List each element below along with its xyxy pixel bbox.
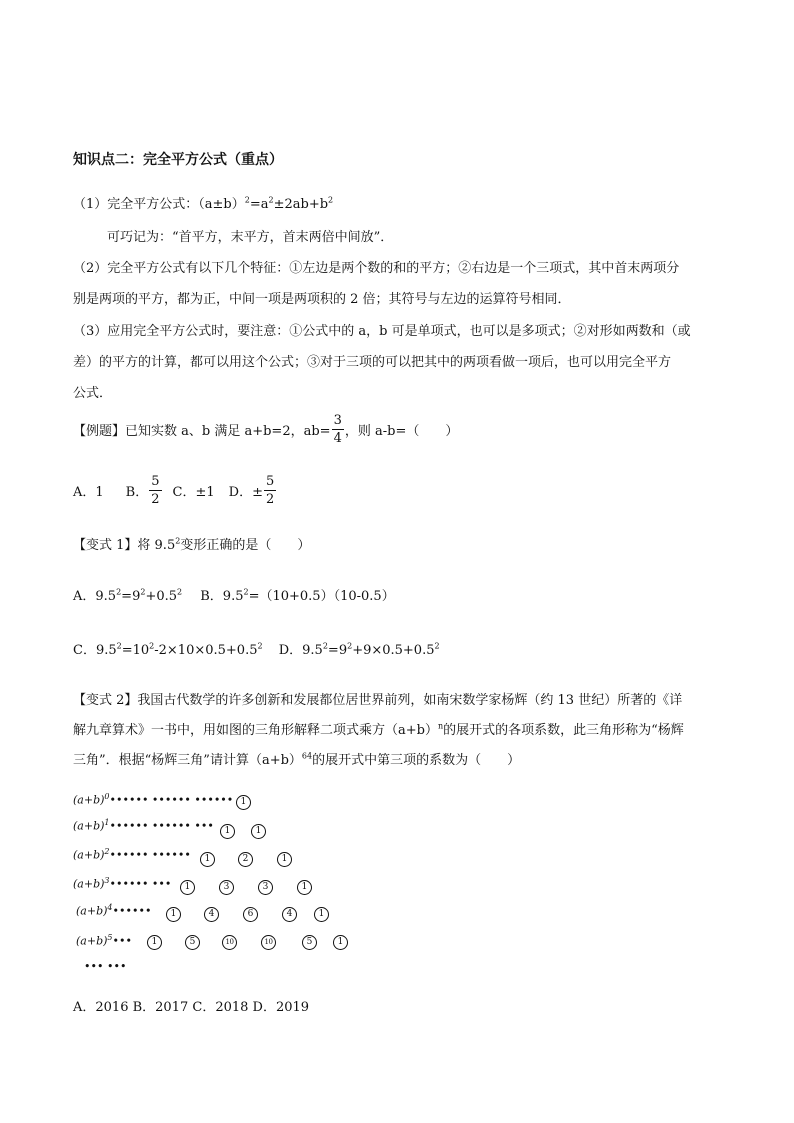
variant-2-line-2 (73, 719, 684, 738)
fraction-numerator: 3 (333, 413, 342, 428)
coefficient-circle: 1 (200, 852, 215, 867)
coefficient-circle: 5 (302, 935, 317, 950)
variant-1-options-ab (73, 585, 395, 604)
triangle-row-label (73, 792, 233, 807)
exp: 2 (347, 641, 353, 651)
exp: 2 (149, 641, 155, 651)
variant-2-line-3 (73, 749, 520, 768)
variant-1-question (73, 534, 310, 553)
example-question (73, 414, 458, 445)
usage-line-2: 差）的平方的计算，都可以用这个公式；③对于三项的可以把其中的两项看做一项后，也可以用完全平方 (73, 355, 672, 370)
coefficient-circle: 1 (277, 852, 292, 867)
option-text: =9 (327, 643, 348, 658)
mnemonic-line: 可巧记为：“首平方，末平方，首末两倍中间放”． (107, 230, 394, 245)
triangle-row-label (76, 903, 151, 918)
row-dots: •••••• •••••• ••• (109, 819, 214, 833)
question-text: 的展开式中第三项的系数为（ ） (312, 753, 521, 768)
option-d (279, 643, 440, 658)
fraction-numerator: 5 (151, 474, 160, 489)
example-text: 【例题】已知实数 a、b 满足 a+b=2，ab= (73, 424, 331, 439)
example-options (73, 475, 277, 506)
variant-2-line-1: 【变式 2】我国古代数学的许多创新和发展都位居世界前列，如南宋数学家杨辉（约 13 世纪）所著的《详 (73, 693, 683, 708)
triangle-row-label (73, 876, 171, 891)
option-d: D．± (228, 485, 263, 500)
feature-line-2: 别是两项的平方，都为正，中间一项是两项积的 2 倍；其符号与左边的运算符号相同． (73, 292, 571, 307)
row-dots: •••••• •••••• (109, 848, 191, 862)
row-base: (a+b) (76, 934, 108, 948)
option-text: =9 (121, 589, 141, 604)
question-text: 变形正确的是（ ） (180, 538, 311, 553)
exp: 2 (116, 587, 122, 597)
option-text: A．9.5 (73, 589, 117, 604)
row-base: (a+b) (73, 793, 105, 807)
question-text: 的展开式的各项系数，此三角形称为“杨辉 (443, 723, 684, 738)
fraction (149, 475, 161, 506)
option-b: B． (125, 485, 149, 500)
row-exp: 2 (104, 847, 110, 856)
option-text: =10 (121, 643, 150, 658)
coefficient-circle: 1 (220, 824, 235, 839)
row-base: (a+b) (73, 819, 105, 833)
exp: 2 (268, 195, 274, 205)
variant-1-options-cd (73, 639, 440, 658)
formula-line (73, 193, 333, 212)
coefficient-circle: 1 (236, 795, 251, 810)
fraction-numerator: 5 (265, 474, 275, 489)
variant-2-options: A．2016 B．2017 C．2018 D．2019 (73, 1000, 310, 1015)
fraction-denominator: 4 (333, 431, 342, 446)
option-text: C．9.5 (73, 643, 117, 658)
exp: 2 (322, 641, 328, 651)
option-c: C．±1 (172, 485, 215, 500)
option-a (73, 589, 182, 604)
triangle-ellipsis: ••• ••• (84, 960, 127, 973)
formula-prefix: （1）完全平方公式：（a±b） (73, 197, 245, 212)
option-text: +9×0.5+0.5 (352, 643, 435, 658)
option-text: -2×10×0.5+0.5 (154, 643, 258, 658)
row-exp: 5 (107, 933, 113, 942)
row-exp: 3 (104, 876, 110, 885)
coefficient-circle: 2 (238, 852, 253, 867)
coefficient-circle: 1 (297, 880, 312, 895)
coefficient-circle: 3 (219, 880, 234, 895)
option-c (73, 643, 263, 658)
coefficient-circle: 4 (204, 907, 219, 922)
feature-line-1: （2）完全平方公式有以下几个特征：①左边是两个数的和的平方；②右边是一个三项式，其中首末两项分 (73, 261, 680, 276)
fraction (264, 475, 276, 506)
exp: 2 (175, 536, 181, 546)
coefficient-circle: 1 (251, 824, 266, 839)
coefficient-circle: 1 (180, 880, 195, 895)
coefficient-circle: 3 (258, 880, 273, 895)
exp: 2 (243, 587, 249, 597)
exp: 64 (301, 751, 313, 761)
exp: 2 (328, 195, 334, 205)
question-text: 解九章算术》一书中，用如图的三角形解释二项式乘方（a+b） (73, 723, 438, 738)
exp: 2 (140, 587, 146, 597)
row-base: (a+b) (73, 848, 105, 862)
row-base: (a+b) (73, 877, 105, 891)
triangle-row-label (76, 933, 132, 948)
coefficient-circle: 6 (243, 907, 258, 922)
row-exp: 0 (104, 792, 110, 801)
coefficient-circle: 1 (314, 907, 329, 922)
exp: 2 (244, 195, 250, 205)
exp: 2 (434, 641, 440, 651)
triangle-row-label (73, 847, 191, 862)
usage-line-3: 公式． (73, 386, 113, 401)
coefficient-circle: 10 (261, 935, 276, 950)
option-text: B．9.5 (200, 589, 244, 604)
coefficient-circle: 10 (222, 935, 237, 950)
row-dots: ••• (112, 934, 132, 948)
exp: n (437, 721, 444, 731)
option-b (200, 589, 394, 604)
row-dots: •••••• ••• (109, 877, 172, 891)
coefficient-circle: 1 (166, 907, 181, 922)
fraction-denominator: 2 (151, 492, 160, 507)
formula-text: ±2ab+b (273, 197, 329, 212)
row-base: (a+b) (76, 904, 108, 918)
fraction-denominator: 2 (265, 492, 275, 507)
row-exp: 1 (104, 818, 110, 827)
option-text: D．9.5 (278, 643, 323, 658)
exp: 2 (116, 641, 122, 651)
option-a: A．1 (73, 485, 104, 500)
row-dots: •••••• •••••• •••••• (109, 793, 234, 807)
coefficient-circle: 1 (147, 935, 162, 950)
row-dots: •••••• (112, 904, 152, 918)
example-tail: ，则 a-b=（ ） (344, 424, 459, 439)
coefficient-circle: 1 (333, 935, 348, 950)
exp: 2 (257, 641, 263, 651)
option-text: +0.5 (145, 589, 178, 604)
question-text: 三角”．根据“杨辉三角”请计算（a+b） (73, 753, 302, 768)
question-text: 【变式 1】将 9.5 (73, 538, 176, 553)
row-exp: 4 (107, 903, 113, 912)
triangle-row-label (73, 818, 214, 833)
usage-line-1: （3）应用完全平方公式时，要注意：①公式中的 a，b 可是单项式，也可以是多项式；②对形如两数和（或 (73, 324, 691, 339)
exp: 2 (177, 587, 183, 597)
option-text: =（10+0.5）（10-0.5） (248, 589, 395, 604)
coefficient-circle: 4 (282, 907, 297, 922)
formula-text: =a (249, 197, 269, 212)
section-heading: 知识点二：完全平方公式（重点） (73, 152, 283, 168)
coefficient-circle: 5 (185, 935, 200, 950)
fraction (332, 414, 344, 445)
